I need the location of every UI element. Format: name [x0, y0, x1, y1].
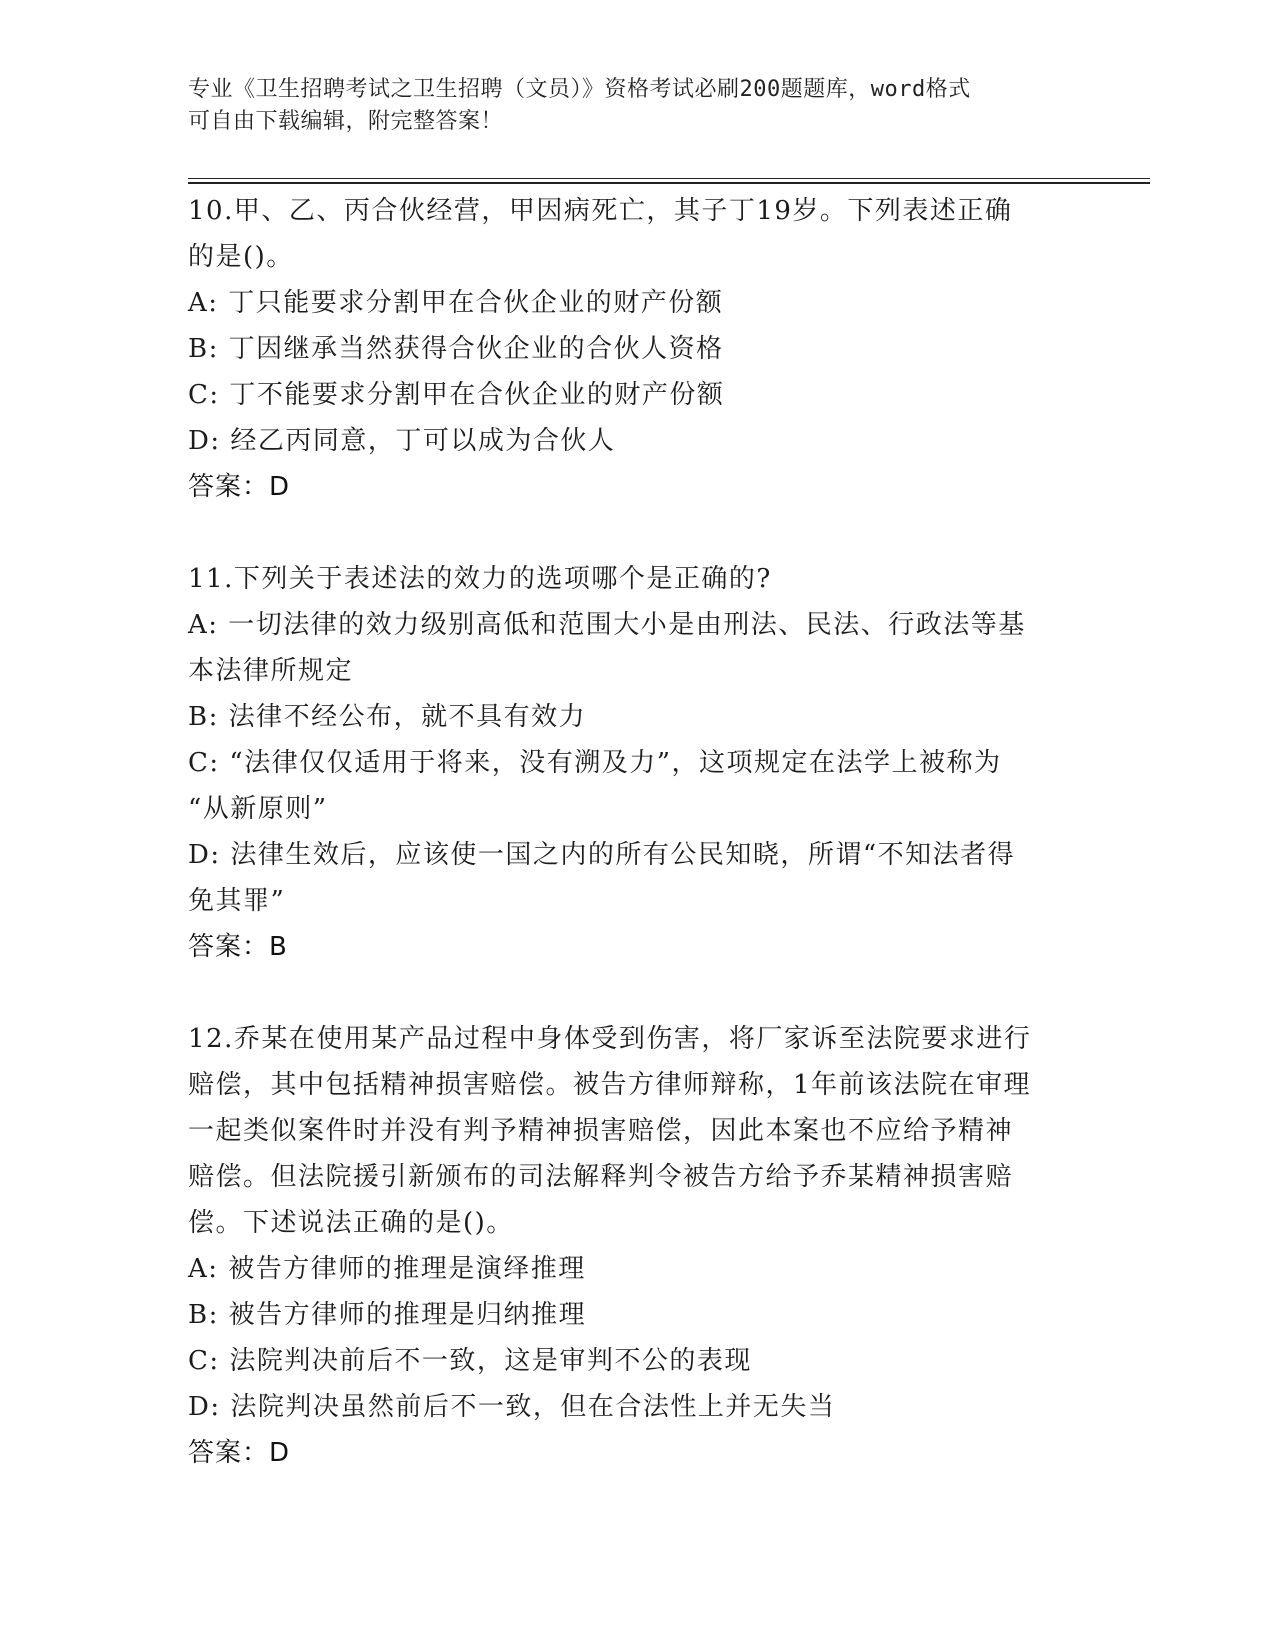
answer-label: 答案：B: [188, 932, 288, 962]
option-c: C: “法律仅仅适用于将来，没有溯及力”，这项规定在法学上被称为: [188, 748, 1002, 778]
header-line: 专业《卫生招聘考试之卫生招聘（文员）》资格考试必刷200题题库，word格式: [188, 77, 971, 102]
question-spacer: [188, 970, 1088, 1016]
question-stem-line: 赔偿。但法院援引新颁布的司法解释判令被告方给予乔某精神损害赔: [188, 1162, 1014, 1192]
option-b: B: 被告方律师的推理是归纳推理: [188, 1300, 587, 1330]
option-c: C: 丁不能要求分割甲在合伙企业的财产份额: [188, 380, 725, 410]
option-b: B: 法律不经公布，就不具有效力: [188, 702, 587, 732]
option-c: C: 法院判决前后不一致，这是审判不公的表现: [188, 1346, 752, 1376]
question-stem-line: 一起类似案件时并没有判予精神损害赔偿，因此本案也不应给予精神: [188, 1116, 1014, 1146]
answer-label: 答案：D: [188, 472, 291, 502]
option-d: D: 法院判决虽然前后不一致，但在合法性上并无失当: [188, 1392, 836, 1422]
question-spacer: [188, 510, 1088, 556]
question-12: [188, 1016, 1088, 1476]
option-a-continued: 本法律所规定: [188, 656, 354, 686]
option-d: D: 法律生效后，应该使一国之内的所有公民知晓，所谓“不知法者得: [188, 840, 1016, 870]
question-11: [188, 556, 1088, 970]
option-a: A: 一切法律的效力级别高低和范围大小是由刑法、民法、行政法等基: [188, 610, 1026, 640]
option-a: A: 丁只能要求分割甲在合伙企业的财产份额: [188, 288, 724, 318]
question-stem-line: 10.甲、乙、丙合伙经营，甲因病死亡，其子丁19岁。下列表述正确: [188, 196, 1013, 226]
question-stem-line: 12.乔某在使用某产品过程中身体受到伤害，将厂家诉至法院要求进行: [188, 1024, 1032, 1054]
answer-label: 答案：D: [188, 1438, 291, 1468]
document-header: [188, 74, 1068, 138]
question-stem-line: 11.下列关于表述法的效力的选项哪个是正确的?: [188, 564, 772, 594]
question-stem-line: 偿。下述说法正确的是()。: [188, 1208, 514, 1238]
option-b: B: 丁因继承当然获得合伙企业的合伙人资格: [188, 334, 724, 364]
option-d: D: 经乙丙同意，丁可以成为合伙人: [188, 426, 616, 456]
option-d-continued: 免其罪”: [188, 886, 286, 916]
option-a: A: 被告方律师的推理是演绎推理: [188, 1254, 586, 1284]
header-divider: [188, 178, 1150, 179]
header-divider: [188, 182, 1150, 184]
question-stem-line: 的是()。: [188, 242, 294, 272]
question-list: [188, 188, 1088, 1476]
question-10: [188, 188, 1088, 510]
question-stem-line: 赔偿，其中包括精神损害赔偿。被告方律师辩称，1年前该法院在审理: [188, 1070, 1032, 1100]
header-line: 可自由下载编辑，附完整答案！: [188, 109, 504, 134]
option-c-continued: “从新原则”: [188, 794, 328, 824]
